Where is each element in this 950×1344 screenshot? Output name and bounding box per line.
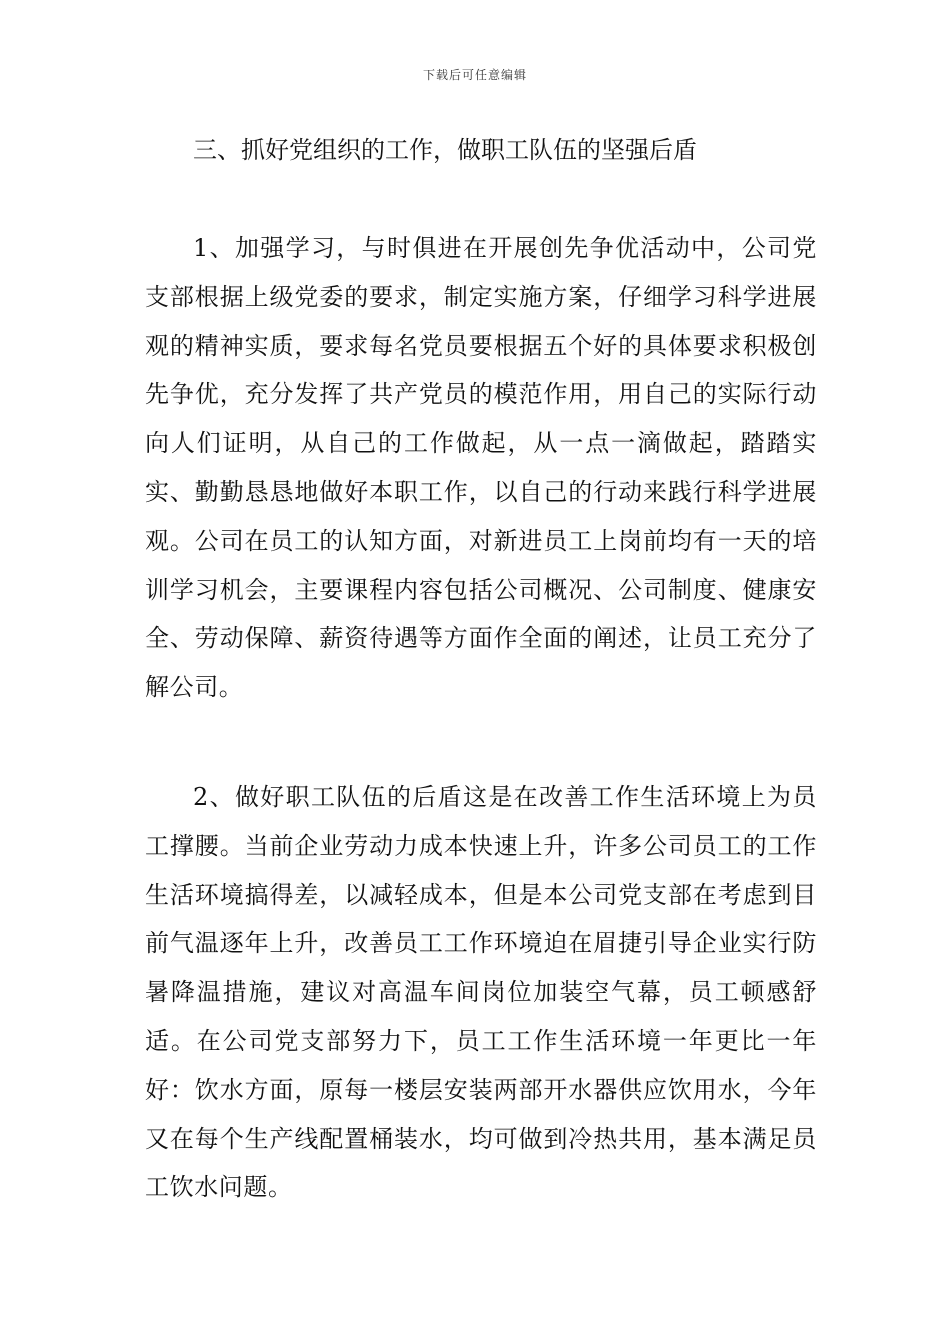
paragraph-2: 2、做好职工队伍的后盾这是在改善工作生活环境上为员工撑腰。当前企业劳动力成本快速上升，许多公司员工的工作生活环境搞得差，以减轻成本，但是本公司党支部在考虑到目前气温逐年上升，改善员工工作环境迫在眉捷引导企业实行防暑降温措施，建议对高温车间岗位加装空气幕，员工顿感舒适。在公司党支部努力下，员工工作生活环境一年更比一年好：饮水方面，原每一楼层安装两部开水器供应饮用水，今年又在每个生产线配置桶装水，均可做到冷热共用，基本满足员工饮水问题。: [145, 783, 817, 1202]
page-header: 下载后可任意编辑: [422, 68, 527, 82]
paragraph-1: 1、加强学习，与时俱进在开展创先争优活动中，公司党支部根据上级党委的要求，制定实施方案，仔细学习科学进展观的精神实质，要求每名党员要根据五个好的具体要求积极创先争优，充分发挥了共产党员的模范作用，用自己的实际行动向人们证明，从自己的工作做起，从一点一滴做起，踏踏实实、勤勤恳恳地做好本职工作，以自己的行动来践行科学进展观。公司在员工的认知方面，对新进员工上岗前均有一天的培训学习机会，主要课程内容包括公司概况、公司制度、健康安全、劳动保障、薪资待遇等方面作全面的阐述，让员工充分了解公司。: [145, 234, 817, 702]
section-heading: 三、抓好党组织的工作，做职工队伍的坚强后盾: [193, 136, 697, 164]
